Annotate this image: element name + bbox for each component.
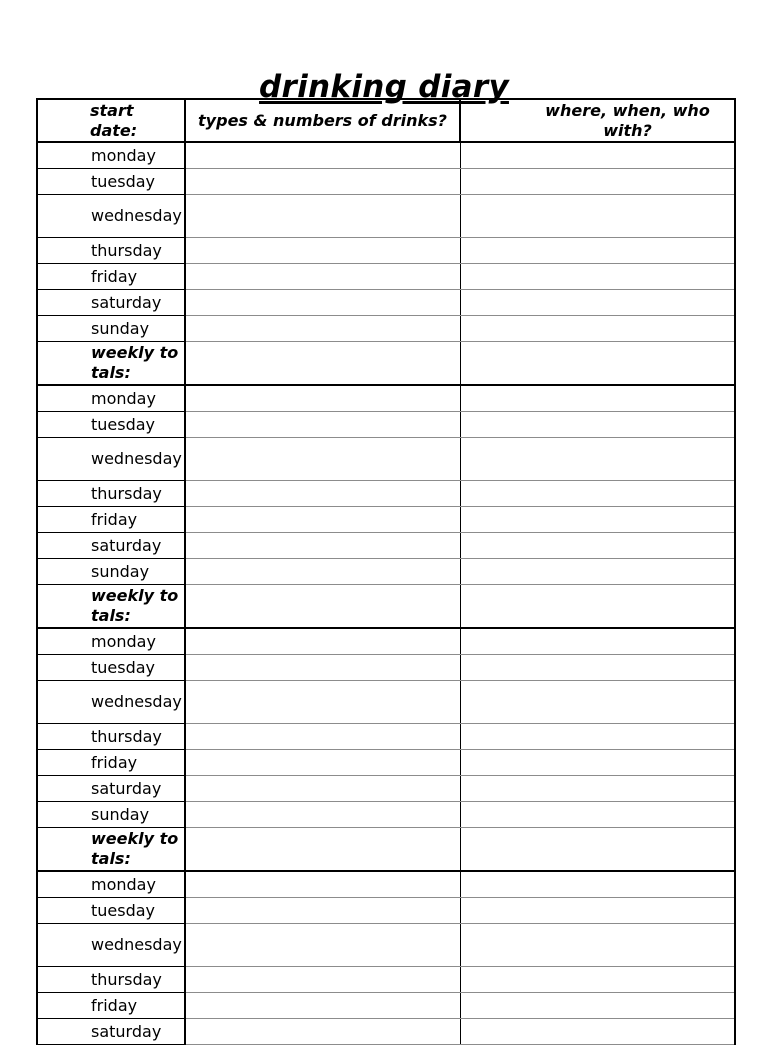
where-when-who-cell[interactable] bbox=[460, 316, 735, 342]
day-row bbox=[37, 871, 735, 898]
types-and-numbers-cell[interactable] bbox=[185, 750, 460, 776]
types-and-numbers-cell[interactable] bbox=[185, 195, 460, 238]
day-label: monday bbox=[37, 142, 185, 169]
header-types-and-numbers: types & numbers of drinks? bbox=[185, 99, 460, 142]
day-row bbox=[37, 195, 735, 238]
where-when-who-cell[interactable] bbox=[460, 655, 735, 681]
day-row bbox=[37, 412, 735, 438]
day-label: thursday bbox=[37, 724, 185, 750]
where-when-who-cell[interactable] bbox=[460, 533, 735, 559]
day-row bbox=[37, 264, 735, 290]
page-title: drinking diary bbox=[259, 68, 509, 105]
day-label: wednesday bbox=[37, 681, 185, 724]
day-label: thursday bbox=[37, 967, 185, 993]
weekly-totals-row bbox=[37, 585, 735, 629]
drinking-diary-table bbox=[36, 98, 736, 1045]
where-when-who-cell[interactable] bbox=[460, 724, 735, 750]
types-and-numbers-cell[interactable] bbox=[185, 898, 460, 924]
types-and-numbers-cell[interactable] bbox=[185, 776, 460, 802]
where-when-who-cell[interactable] bbox=[460, 585, 735, 629]
day-row bbox=[37, 481, 735, 507]
where-when-who-cell[interactable] bbox=[460, 238, 735, 264]
where-when-who-cell[interactable] bbox=[460, 898, 735, 924]
day-label: friday bbox=[37, 993, 185, 1019]
day-row bbox=[37, 142, 735, 169]
types-and-numbers-cell[interactable] bbox=[185, 559, 460, 585]
day-label: saturday bbox=[37, 533, 185, 559]
types-and-numbers-cell[interactable] bbox=[185, 385, 460, 412]
day-row bbox=[37, 655, 735, 681]
day-label: sunday bbox=[37, 316, 185, 342]
types-and-numbers-cell[interactable] bbox=[185, 481, 460, 507]
types-and-numbers-cell[interactable] bbox=[185, 290, 460, 316]
types-and-numbers-cell[interactable] bbox=[185, 169, 460, 195]
types-and-numbers-cell[interactable] bbox=[185, 993, 460, 1019]
day-row bbox=[37, 898, 735, 924]
diary-body bbox=[37, 142, 735, 1045]
types-and-numbers-cell[interactable] bbox=[185, 412, 460, 438]
day-row bbox=[37, 776, 735, 802]
where-when-who-cell[interactable] bbox=[460, 169, 735, 195]
day-label: tuesday bbox=[37, 898, 185, 924]
where-when-who-cell[interactable] bbox=[460, 507, 735, 533]
day-label: wednesday bbox=[37, 195, 185, 238]
weekly-totals-label: weekly totals: bbox=[37, 585, 185, 629]
types-and-numbers-cell[interactable] bbox=[185, 316, 460, 342]
types-and-numbers-cell[interactable] bbox=[185, 967, 460, 993]
day-label: saturday bbox=[37, 1019, 185, 1045]
where-when-who-cell[interactable] bbox=[460, 828, 735, 872]
types-and-numbers-cell[interactable] bbox=[185, 342, 460, 386]
day-label: tuesday bbox=[37, 655, 185, 681]
day-label: monday bbox=[37, 385, 185, 412]
day-row bbox=[37, 802, 735, 828]
header-row bbox=[37, 99, 735, 142]
types-and-numbers-cell[interactable] bbox=[185, 507, 460, 533]
day-label: sunday bbox=[37, 559, 185, 585]
header-where-when-who: where, when, who with? bbox=[460, 99, 735, 142]
weekly-totals-label: weekly totals: bbox=[37, 342, 185, 386]
day-label: sunday bbox=[37, 802, 185, 828]
types-and-numbers-cell[interactable] bbox=[185, 264, 460, 290]
day-row bbox=[37, 238, 735, 264]
day-row bbox=[37, 507, 735, 533]
day-row bbox=[37, 924, 735, 967]
weekly-totals-row bbox=[37, 828, 735, 872]
day-row bbox=[37, 169, 735, 195]
day-row bbox=[37, 533, 735, 559]
day-row bbox=[37, 316, 735, 342]
where-when-who-cell[interactable] bbox=[460, 681, 735, 724]
where-when-who-cell[interactable] bbox=[460, 993, 735, 1019]
where-when-who-cell[interactable] bbox=[460, 438, 735, 481]
day-row bbox=[37, 993, 735, 1019]
day-label: friday bbox=[37, 264, 185, 290]
where-when-who-cell[interactable] bbox=[460, 142, 735, 169]
where-when-who-cell[interactable] bbox=[460, 924, 735, 967]
where-when-who-cell[interactable] bbox=[460, 195, 735, 238]
types-and-numbers-cell[interactable] bbox=[185, 438, 460, 481]
where-when-who-cell[interactable] bbox=[460, 750, 735, 776]
header-start-date: start date: bbox=[37, 99, 185, 142]
types-and-numbers-cell[interactable] bbox=[185, 828, 460, 872]
where-when-who-cell[interactable] bbox=[460, 385, 735, 412]
day-row bbox=[37, 385, 735, 412]
types-and-numbers-cell[interactable] bbox=[185, 681, 460, 724]
where-when-who-cell[interactable] bbox=[460, 342, 735, 386]
where-when-who-cell[interactable] bbox=[460, 412, 735, 438]
day-label: tuesday bbox=[37, 169, 185, 195]
day-row bbox=[37, 967, 735, 993]
where-when-who-cell[interactable] bbox=[460, 1019, 735, 1045]
day-label: friday bbox=[37, 750, 185, 776]
types-and-numbers-cell[interactable] bbox=[185, 1019, 460, 1045]
day-label: monday bbox=[37, 628, 185, 655]
where-when-who-cell[interactable] bbox=[460, 871, 735, 898]
types-and-numbers-cell[interactable] bbox=[185, 871, 460, 898]
day-label: saturday bbox=[37, 290, 185, 316]
day-label: wednesday bbox=[37, 924, 185, 967]
where-when-who-cell[interactable] bbox=[460, 802, 735, 828]
types-and-numbers-cell[interactable] bbox=[185, 655, 460, 681]
where-when-who-cell[interactable] bbox=[460, 967, 735, 993]
day-label: thursday bbox=[37, 481, 185, 507]
where-when-who-cell[interactable] bbox=[460, 776, 735, 802]
day-row bbox=[37, 750, 735, 776]
day-row bbox=[37, 559, 735, 585]
day-label: saturday bbox=[37, 776, 185, 802]
day-row bbox=[37, 1019, 735, 1045]
day-row bbox=[37, 628, 735, 655]
types-and-numbers-cell[interactable] bbox=[185, 142, 460, 169]
where-when-who-cell[interactable] bbox=[460, 481, 735, 507]
types-and-numbers-cell[interactable] bbox=[185, 533, 460, 559]
types-and-numbers-cell[interactable] bbox=[185, 724, 460, 750]
types-and-numbers-cell[interactable] bbox=[185, 924, 460, 967]
day-label: monday bbox=[37, 871, 185, 898]
where-when-who-cell[interactable] bbox=[460, 559, 735, 585]
day-row bbox=[37, 290, 735, 316]
types-and-numbers-cell[interactable] bbox=[185, 585, 460, 629]
day-row bbox=[37, 681, 735, 724]
types-and-numbers-cell[interactable] bbox=[185, 238, 460, 264]
where-when-who-cell[interactable] bbox=[460, 264, 735, 290]
where-when-who-cell[interactable] bbox=[460, 290, 735, 316]
day-label: tuesday bbox=[37, 412, 185, 438]
day-label: wednesday bbox=[37, 438, 185, 481]
day-label: friday bbox=[37, 507, 185, 533]
types-and-numbers-cell[interactable] bbox=[185, 802, 460, 828]
day-row bbox=[37, 438, 735, 481]
weekly-totals-label: weekly totals: bbox=[37, 828, 185, 872]
weekly-totals-row bbox=[37, 342, 735, 386]
day-row bbox=[37, 724, 735, 750]
day-label: thursday bbox=[37, 238, 185, 264]
types-and-numbers-cell[interactable] bbox=[185, 628, 460, 655]
where-when-who-cell[interactable] bbox=[460, 628, 735, 655]
